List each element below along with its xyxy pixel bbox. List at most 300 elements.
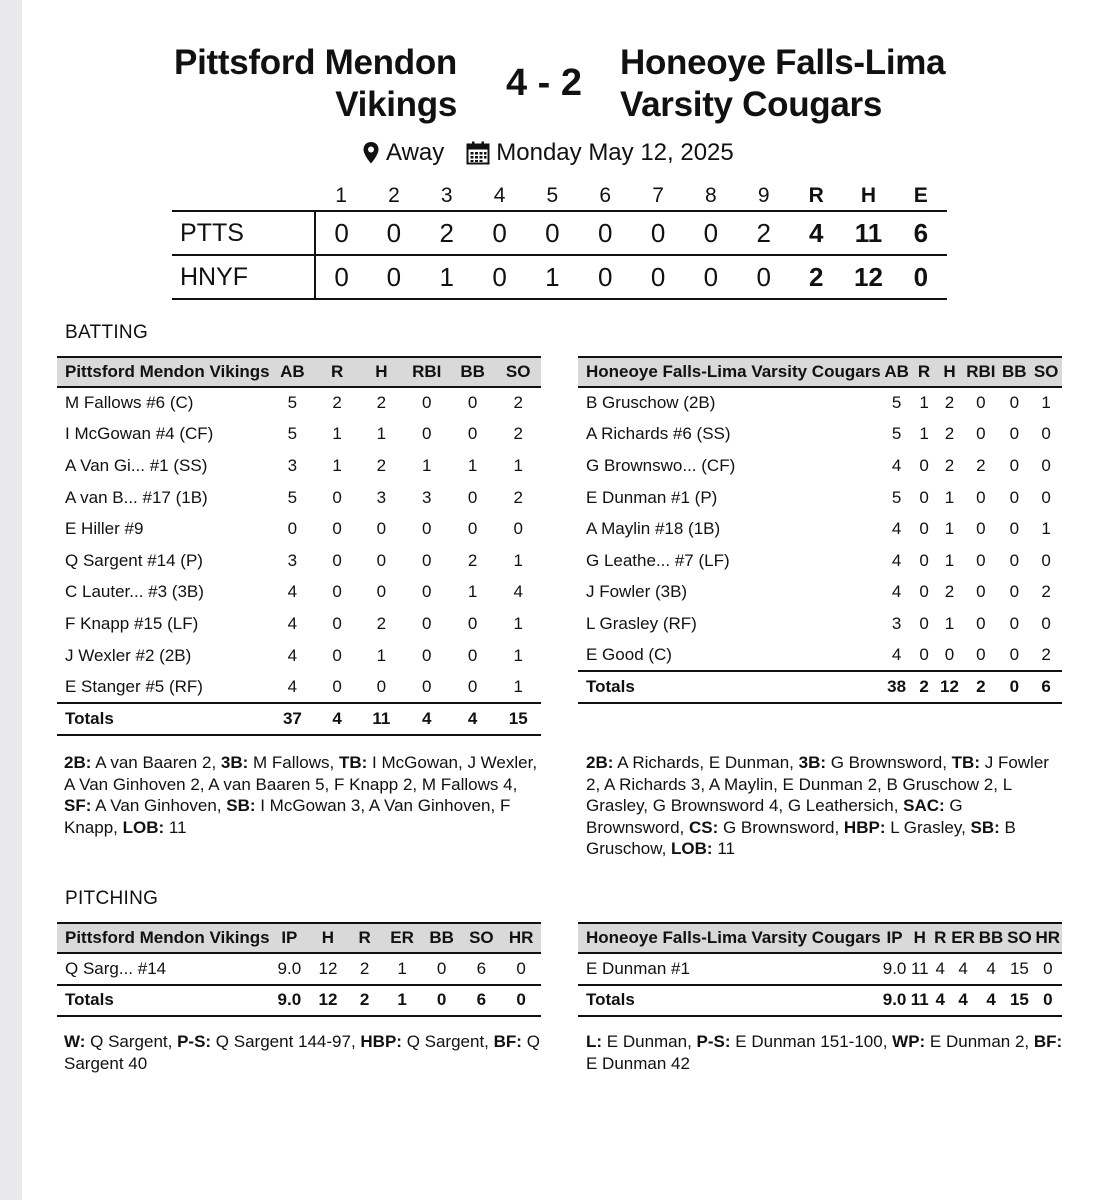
away-pitching-notes [586, 1031, 1064, 1074]
inning-score: 2 [420, 211, 473, 255]
note-text: E Dunman 42 [586, 1053, 690, 1073]
note-label: 3B: [220, 753, 249, 772]
stat-column-header: R [913, 357, 936, 387]
stat-column-header: H [936, 357, 964, 387]
stat-value: 0 [1009, 550, 1020, 570]
stat-column-header: SO [1030, 357, 1062, 387]
inning-score: 0 [632, 211, 685, 255]
stat-value: 3 [422, 487, 432, 507]
player-name: C Lauter... #3 (3B) [65, 582, 204, 602]
note-text: A Richards, E Dunman, [613, 753, 799, 772]
stat-value: 2 [976, 455, 986, 475]
player-name: Q Sarg... #14 [65, 958, 167, 978]
player-row [578, 513, 1062, 545]
stat-value: 0 [919, 455, 929, 475]
stat-value: 0 [1041, 455, 1051, 475]
stat-value: 5 [891, 424, 902, 444]
stat-value: 0 [467, 393, 478, 413]
player-row [578, 450, 1062, 482]
stat-value: 2 [376, 455, 387, 475]
stat-value: 0 [467, 424, 478, 444]
note-label: W: [64, 1032, 86, 1051]
stat-value: 0 [919, 487, 929, 507]
stat-value: 0 [467, 519, 478, 539]
line-score-header [172, 181, 947, 211]
stat-value: 0 [516, 958, 526, 978]
total-value: 0 [501, 985, 541, 1017]
note-text: E Dunman 2, [925, 1032, 1034, 1051]
stat-column-header: H [359, 357, 404, 387]
note-label: TB: [951, 753, 980, 772]
note-label: HBP: [843, 817, 886, 837]
note-label: SB: [226, 796, 256, 815]
stat-value: 1 [513, 645, 523, 665]
inning-header: 4 [493, 183, 506, 207]
stat-value: 0 [332, 645, 342, 665]
total-value: 1 [382, 985, 421, 1017]
stat-value: 0 [422, 519, 432, 539]
player-name: F Knapp #15 (LF) [65, 613, 199, 633]
note-text: 11 [712, 839, 735, 858]
stat-value: 2 [1041, 582, 1051, 602]
line-score-row [172, 255, 947, 299]
inning-score: 0 [315, 211, 368, 255]
stat-value: 0 [1041, 550, 1051, 570]
stat-value: 1 [467, 582, 478, 602]
player-row [57, 953, 541, 985]
player-name: A Richards #6 (SS) [586, 424, 731, 444]
stat-value: 1 [944, 613, 955, 633]
stat-column-header: SO [1005, 923, 1033, 953]
home-batting-table [57, 356, 541, 736]
stat-value: 4 [891, 582, 902, 602]
stat-value: 5 [287, 487, 298, 507]
home-team-line1: Pittsford Mendon [174, 43, 457, 82]
stat-value: 0 [422, 613, 432, 633]
total-value: 12 [936, 671, 964, 703]
player-row [578, 953, 1062, 985]
player-row [57, 545, 541, 577]
total-value: 4 [931, 985, 949, 1017]
player-name: E Hiller #9 [65, 519, 144, 539]
note-text: I McGowan, J Wexler, A Van Ginhoven 2, A van Baaren 5, F Knapp 2, M Fallows 4, [64, 753, 538, 794]
player-name: E Dunman #1 [586, 958, 690, 978]
stat-value: 1 [376, 645, 387, 665]
stat-value: 0 [1009, 487, 1020, 507]
game-location: Away [386, 139, 445, 166]
stat-value: 0 [287, 519, 298, 539]
stat-value: 0 [422, 550, 432, 570]
hits-header: H [860, 183, 877, 207]
stat-value: 4 [891, 645, 902, 665]
inning-score: 0 [684, 255, 737, 299]
stat-value: 5 [891, 393, 902, 413]
stat-value: 0 [976, 550, 986, 570]
inning-score: 0 [368, 255, 421, 299]
stat-value: 0 [976, 393, 986, 413]
stat-value: 1 [944, 550, 955, 570]
note-label: SF: [64, 796, 92, 815]
stat-value: 1 [422, 455, 432, 475]
stat-value: 4 [891, 455, 902, 475]
player-row [578, 545, 1062, 577]
boxscore-page [22, 0, 1120, 1200]
player-name: L Grasley (RF) [586, 613, 697, 633]
stat-value: 4 [287, 613, 298, 633]
stat-value: 1 [397, 958, 407, 978]
stat-column-header: HR [501, 923, 541, 953]
note-text: Q Sargent 40 [64, 1032, 540, 1073]
totals-row [578, 985, 1062, 1017]
stat-column-header: BB [998, 357, 1030, 387]
stat-value: 0 [919, 582, 929, 602]
totals-label: Totals [578, 671, 881, 703]
stat-value: 0 [422, 645, 432, 665]
stat-value: 4 [891, 550, 902, 570]
inning-score: 0 [737, 255, 790, 299]
inning-header: 8 [705, 183, 717, 207]
location-pin-icon [362, 141, 380, 165]
home-batting-notes [64, 752, 542, 838]
stat-column-header: RBI [963, 357, 998, 387]
stat-value: 0 [1043, 958, 1053, 978]
note-text: E Dunman, [602, 1032, 697, 1051]
player-name: J Wexler #2 (2B) [65, 645, 192, 665]
stat-value: 0 [1009, 613, 1020, 633]
stat-value: 2 [376, 393, 387, 413]
pitching-section-title: PITCHING [65, 888, 159, 909]
player-row [578, 387, 1062, 419]
stat-value: 4 [513, 582, 523, 602]
errors-total: 0 [895, 255, 947, 299]
player-name: I McGowan #4 (CF) [65, 424, 214, 444]
stat-column-header: ER [949, 923, 977, 953]
player-name: G Brownswo... (CF) [586, 455, 736, 475]
home-pitching-table [57, 922, 541, 1017]
stat-value: 0 [422, 676, 432, 696]
line-score-table [172, 181, 947, 300]
player-row [57, 640, 541, 672]
stat-value: 0 [919, 519, 929, 539]
stat-column-header: R [347, 923, 383, 953]
stat-value: 0 [332, 519, 342, 539]
stat-value: 0 [944, 645, 955, 665]
inning-header: 5 [546, 183, 559, 207]
stat-value: 0 [976, 487, 986, 507]
inning-score: 1 [420, 255, 473, 299]
player-name: J Fowler (3B) [586, 582, 688, 602]
note-label: CS: [688, 817, 719, 837]
total-value: 0 [1034, 985, 1062, 1017]
stat-value: 2 [944, 455, 955, 475]
stat-column-header: RBI [404, 357, 450, 387]
stat-value: 0 [467, 645, 478, 665]
stat-value: 4 [986, 958, 996, 978]
inning-header: 9 [757, 183, 770, 207]
player-row [57, 577, 541, 609]
totals-row [57, 985, 541, 1017]
stat-value: 0 [467, 676, 478, 696]
stat-column-header: R [315, 357, 359, 387]
stat-column-header: BB [422, 923, 462, 953]
stat-value: 2 [332, 393, 342, 413]
stat-value: 1 [919, 424, 929, 444]
stat-value: 2 [1041, 645, 1051, 665]
inning-header: 2 [388, 183, 400, 207]
note-label: SB: [970, 817, 1000, 837]
note-text: G Brownsword, [586, 796, 963, 837]
player-name: B Gruschow (2B) [586, 393, 716, 413]
stat-value: 0 [467, 613, 478, 633]
stat-value: 0 [376, 550, 387, 570]
note-text: G Brownsword, [718, 817, 844, 837]
player-name: E Good (C) [586, 645, 672, 665]
stat-value: 1 [513, 613, 523, 633]
total-value: 0 [422, 985, 462, 1017]
note-label: 2B: [64, 753, 92, 772]
team-column-header: Honeoye Falls-Lima Varsity Cougars [578, 923, 881, 953]
line-score-team: HNYF [172, 255, 315, 299]
away-batting-table [578, 356, 1062, 704]
total-value: 0 [998, 671, 1030, 703]
stat-value: 4 [935, 958, 945, 978]
away-team-name [620, 42, 945, 126]
note-text: L Grasley, [885, 817, 971, 837]
stat-value: 12 [318, 958, 338, 978]
stat-value: 4 [287, 582, 298, 602]
note-text: 11 [164, 817, 187, 837]
note-text: Q Sargent, [401, 1032, 494, 1051]
inning-header: 6 [599, 183, 612, 207]
stat-header-row [57, 357, 541, 387]
total-value: 4 [404, 703, 450, 735]
note-label: P-S: [696, 1032, 731, 1051]
player-name: A van B... #17 (1B) [65, 487, 208, 507]
stat-value: 5 [287, 424, 298, 444]
stat-value: 2 [359, 958, 370, 978]
inning-score: 0 [632, 255, 685, 299]
stat-value: 0 [436, 958, 447, 978]
stat-column-header: BB [977, 923, 1005, 953]
inning-header: 1 [335, 183, 347, 207]
total-value: 4 [949, 985, 977, 1017]
total-value: 11 [359, 703, 404, 735]
player-row [57, 671, 541, 703]
stat-value: 2 [944, 424, 955, 444]
stat-value: 0 [332, 676, 342, 696]
total-value: 9.0 [270, 985, 309, 1017]
game-date: Monday May 12, 2025 [496, 139, 734, 166]
stat-column-header: BB [450, 357, 496, 387]
stat-value: 0 [376, 676, 387, 696]
player-name: G Leathe... #7 (LF) [586, 550, 730, 570]
stat-value: 1 [1041, 519, 1051, 539]
stat-value: 0 [919, 613, 929, 633]
note-text: J Fowler 2, A Richards 3, A Maylin, E Dunman 2, B Gruschow 2, L Grasley, G Brownsword 4, G Leathersich, [586, 753, 1049, 815]
player-row [57, 513, 541, 545]
stat-value: 0 [976, 582, 986, 602]
runs-header: R [808, 183, 824, 207]
home-team-line2: Vikings [335, 85, 457, 124]
stat-value: 9.0 [277, 958, 302, 978]
runs-total: 2 [790, 255, 842, 299]
line-score-team: PTTS [172, 211, 315, 255]
stat-value: 4 [287, 645, 298, 665]
stat-value: 0 [422, 582, 432, 602]
stat-value: 0 [1009, 424, 1020, 444]
inning-score: 0 [684, 211, 737, 255]
totals-row [57, 703, 541, 735]
stat-value: 3 [891, 613, 902, 633]
stat-value: 0 [376, 582, 387, 602]
totals-label: Totals [57, 703, 270, 735]
stat-value: 1 [944, 519, 955, 539]
final-score: 4 - 2 [505, 62, 583, 104]
note-label: LOB: [122, 817, 165, 837]
total-value: 2 [913, 671, 936, 703]
stat-column-header: AB [881, 357, 913, 387]
player-name: E Stanger #5 (RF) [65, 676, 203, 696]
stat-value: 0 [919, 550, 929, 570]
player-row [57, 387, 541, 419]
inning-header: 3 [440, 183, 453, 207]
stat-value: 0 [332, 487, 342, 507]
total-value: 2 [963, 671, 998, 703]
away-team-line1: Honeoye Falls-Lima [620, 43, 946, 82]
stat-value: 0 [513, 519, 523, 539]
stat-value: 1 [1041, 393, 1051, 413]
total-value: 4 [450, 703, 496, 735]
runs-total: 4 [790, 211, 842, 255]
stat-column-header: IP [881, 923, 909, 953]
team-column-header: Pittsford Mendon Vikings [57, 923, 270, 953]
stat-column-header: SO [495, 357, 541, 387]
errors-header: E [913, 183, 928, 207]
stat-value: 0 [1009, 393, 1020, 413]
total-value: 4 [977, 985, 1005, 1017]
inning-score: 1 [526, 255, 579, 299]
total-value: 6 [461, 985, 501, 1017]
player-name: A Van Gi... #1 (SS) [65, 455, 208, 475]
stat-value: 4 [891, 519, 902, 539]
note-text: I McGowan 3, A Van Ginhoven, F Knapp, [64, 796, 511, 837]
inning-score: 0 [368, 211, 421, 255]
stat-value: 2 [944, 582, 955, 602]
inning-score: 0 [473, 255, 526, 299]
note-label: TB: [338, 753, 368, 772]
stat-value: 0 [332, 613, 342, 633]
player-name: A Maylin #18 (1B) [586, 519, 721, 539]
stat-value: 3 [376, 487, 387, 507]
total-value: 37 [270, 703, 316, 735]
player-row [578, 577, 1062, 609]
away-batting-notes [586, 752, 1064, 860]
errors-total: 6 [895, 211, 947, 255]
player-name: Q Sargent #14 (P) [65, 550, 203, 570]
line-score-row [172, 211, 947, 255]
inning-score: 0 [579, 211, 632, 255]
player-name: M Fallows #6 (C) [65, 393, 194, 413]
player-row [57, 608, 541, 640]
totals-label: Totals [57, 985, 270, 1017]
stat-value: 1 [513, 676, 523, 696]
team-column-header: Pittsford Mendon Vikings [57, 357, 270, 387]
total-value: 15 [1005, 985, 1033, 1017]
total-value: 12 [309, 985, 347, 1017]
note-label: BF: [493, 1032, 522, 1051]
player-row [578, 482, 1062, 514]
inning-score: 0 [315, 255, 368, 299]
stat-header-row [57, 923, 541, 953]
stat-header-row [578, 357, 1062, 387]
stat-value: 5 [891, 487, 902, 507]
player-row [578, 419, 1062, 451]
stat-column-header: ER [382, 923, 421, 953]
total-value: 6 [1030, 671, 1062, 703]
note-text: B Gruschow, [586, 817, 1016, 858]
calendar-icon [466, 141, 490, 165]
stat-value: 2 [513, 393, 523, 413]
stat-value: 1 [332, 455, 342, 475]
home-pitching-notes [64, 1031, 542, 1074]
total-value: 9.0 [881, 985, 909, 1017]
note-text: A van Baaren 2, [91, 753, 221, 772]
stat-value: 2 [513, 487, 523, 507]
stat-value: 1 [513, 550, 523, 570]
total-value: 11 [908, 985, 931, 1017]
stat-value: 9.0 [882, 958, 907, 978]
inning-score: 0 [579, 255, 632, 299]
note-label: 2B: [586, 753, 614, 772]
stat-value: 1 [376, 424, 387, 444]
batting-section-title: BATTING [65, 322, 149, 343]
total-value: 4 [315, 703, 359, 735]
stat-column-header: AB [270, 357, 316, 387]
stat-value: 0 [1041, 424, 1051, 444]
stat-value: 0 [919, 645, 929, 665]
total-value: 2 [347, 985, 383, 1017]
stat-value: 3 [287, 550, 298, 570]
stat-value: 0 [376, 519, 387, 539]
stat-value: 2 [376, 613, 387, 633]
totals-label: Totals [578, 985, 881, 1017]
hits-total: 11 [842, 211, 894, 255]
stat-value: 0 [976, 519, 986, 539]
stat-value: 2 [513, 424, 523, 444]
home-team-name [22, 42, 457, 126]
stat-value: 4 [287, 676, 298, 696]
player-row [578, 640, 1062, 672]
stat-column-header: SO [461, 923, 501, 953]
note-label: L: [586, 1032, 603, 1051]
stat-value: 2 [467, 550, 478, 570]
note-text: Q Sargent 144-97, [211, 1032, 361, 1051]
stat-value: 1 [332, 424, 342, 444]
note-label: LOB: [671, 839, 713, 858]
stat-value: 1 [944, 487, 955, 507]
note-text: Q Sargent, [85, 1032, 178, 1051]
stat-value: 1 [467, 455, 478, 475]
player-row [57, 482, 541, 514]
note-label: SAC: [903, 796, 945, 815]
stat-value: 0 [1009, 455, 1020, 475]
totals-row [578, 671, 1062, 703]
inning-score: 0 [526, 211, 579, 255]
stat-value: 0 [976, 424, 986, 444]
away-team-line2: Varsity Cougars [620, 85, 882, 124]
stat-value: 0 [1009, 519, 1020, 539]
stat-value: 4 [958, 958, 968, 978]
